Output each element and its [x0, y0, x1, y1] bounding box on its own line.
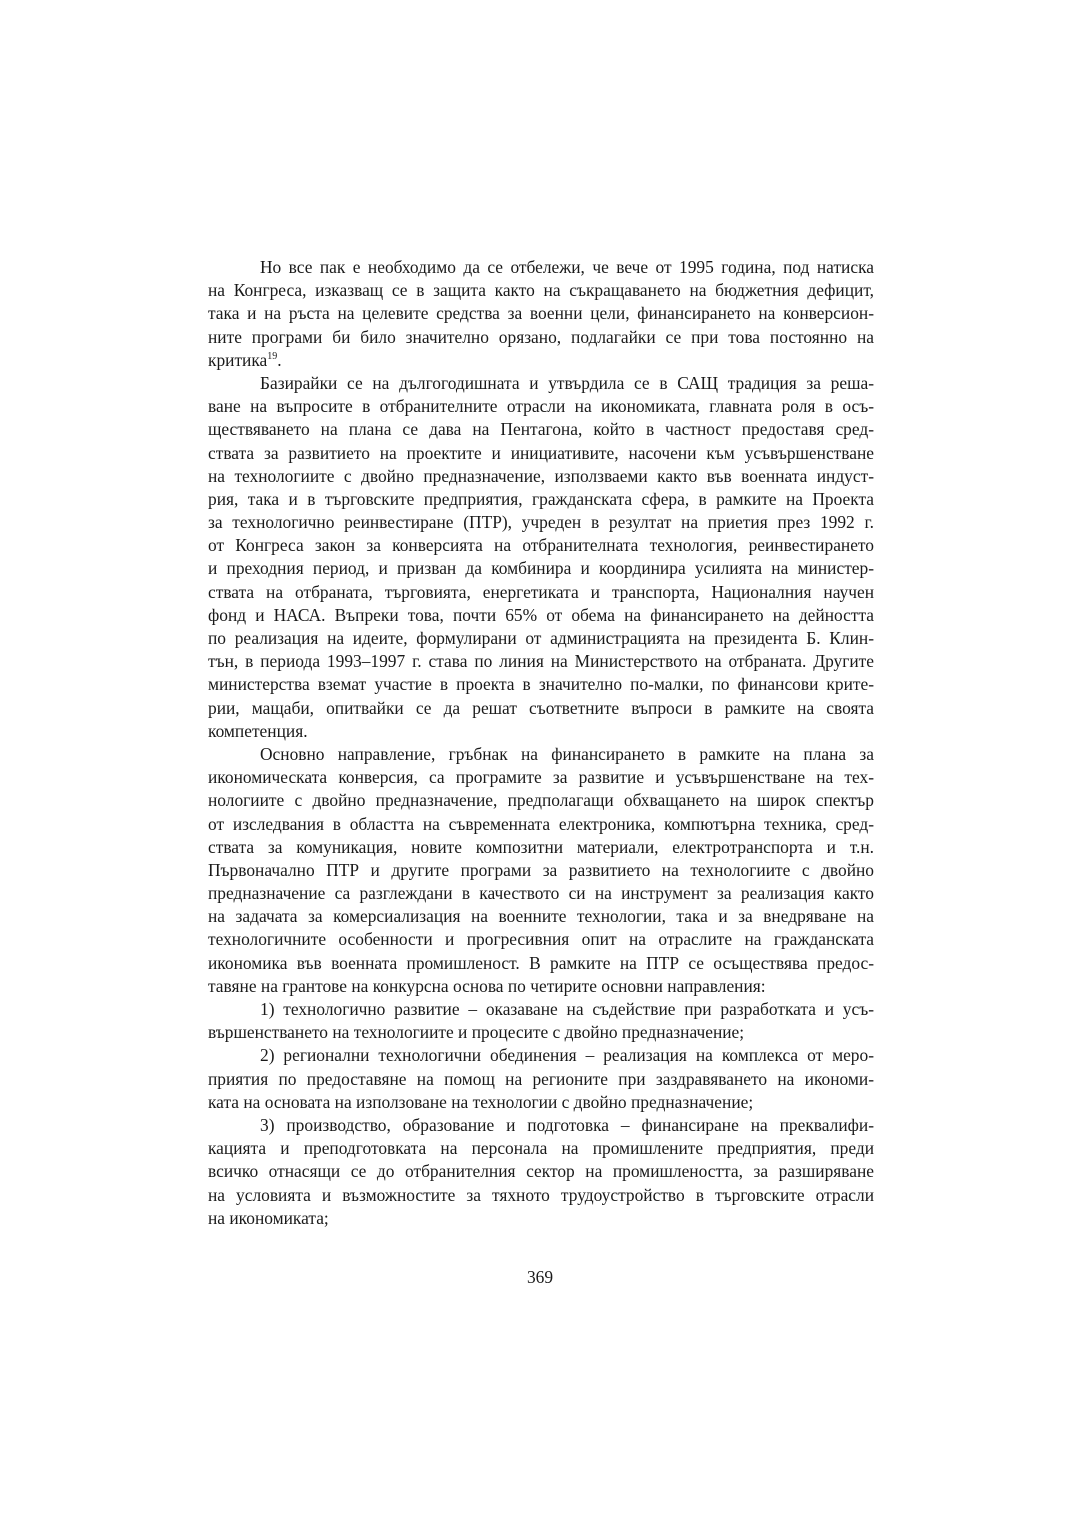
page-number: 369 — [526, 1267, 554, 1287]
list-item — [208, 998, 874, 1044]
text-line: ствата за развитието на проектите и инициативите, насочени към усъвършенстване — [208, 442, 874, 463]
text-line: всичко отнасящи се до отбранителния сектор на промишлеността, за разширяване — [208, 1161, 874, 1182]
text-line: по реализация на идеите, формулирани от администрацията на президента Б. Клин- — [208, 628, 874, 648]
text-line: ществяването на плана се дава на Пентагона, който в частност предоставя сред- — [208, 419, 874, 440]
text-line: кацията и преподготовката на персонала на промишлените предприятия, преди — [208, 1138, 874, 1159]
text-line: Но все пак е необходимо да се отбележи, че вече от 1995 година, под натиска — [260, 257, 874, 277]
text-line: министерства вземат участие в проекта в значително по-малки, по финансови крите- — [208, 674, 874, 695]
paragraph — [208, 743, 874, 998]
punctuation: . — [277, 349, 282, 370]
text-line: вършенстването на технологиите и процесите с двойно предназначение; — [208, 1022, 745, 1043]
text-line: на икономиката; — [208, 1207, 329, 1228]
text-line: на условията и възможностите за тяхното трудоустройство в търговските отрасли — [208, 1184, 874, 1205]
text-line — [208, 349, 874, 372]
text-line: компетенция. — [208, 720, 308, 741]
page-body — [208, 256, 874, 1230]
text-line: Базирайки се на дългогодишната и утвърдила се в САЩ традиция за реша- — [260, 372, 874, 393]
text-line: ните програми би било значително орязано, подлагайки се при това постоянно на — [208, 326, 874, 347]
text-line: тавяне на грантове на конкурсна основа по четирите основни направления: — [208, 975, 766, 996]
text-line: на технологиите с двойно предназначение, използваеми както във военната индуст- — [208, 465, 874, 486]
text-line: нологиите с двойно предназначение, предполагащи обхващането на широк спектър — [208, 790, 874, 811]
text-line: рии, мащаби, опитвайки се да решат съответните въпроси в рамките на своята — [208, 697, 874, 718]
text-line: икономическата конверсия, са програмите за развитие и усъвършенстване на тех- — [208, 767, 874, 788]
text-line: на Конгреса, изказващ се в защита както на съкращаването на бюджетния дефицит, — [208, 280, 874, 301]
text-line: технологичните особенности и прогресивния опит на отраслите на гражданската — [208, 929, 874, 950]
footnote-reference: 19 — [267, 350, 278, 362]
list-item — [208, 1114, 874, 1230]
text-line: икономика във военната промишленост. В рамките на ПТР се осъществява предос- — [208, 952, 874, 973]
text-line: тън, в периода 1993–1997 г. става по линия на Министерството на отбраната. Другите — [208, 651, 874, 672]
text-line: предназначение са разглеждани в качеството си на инструмент за реализация както — [208, 883, 874, 904]
text-line: ствата на отбраната, търговията, енергетиката и транспорта, Националния научен — [208, 581, 874, 602]
list-item — [208, 1044, 874, 1114]
text-line: фонд и НАСА. Въпреки това, почти 65% от обема на финансирането на дейността — [208, 604, 874, 625]
text-line: 2) регионални технологични обединения – реализация на комплекса от меро- — [260, 1045, 874, 1066]
text-fragment: критика — [208, 349, 268, 370]
text-line: приятия по предоставяне на помощ на регионите при заздравяването на икономи- — [208, 1068, 874, 1089]
text-line: на задачата за комерсиализация на военните технологии, така и за внедряване на — [208, 906, 874, 927]
text-line: ствата за комуникация, новите композитни материали, електротранспорта и т.н. — [208, 836, 874, 857]
text-line: от Конгреса закон за конверсията на отбранителната технология, реинвестирането — [208, 535, 874, 556]
paragraph — [208, 256, 874, 372]
text-line: от изследвания в областта на съвременната електроника, компютърна техника, сред- — [208, 813, 874, 834]
text-line: 3) производство, образование и подготовка – финансиране на преквалифи- — [260, 1114, 874, 1135]
text-line: ката на основата на използоване на технологии с двойно предназначение; — [208, 1091, 754, 1112]
text-line: 1) технологично развитие – оказаване на съдействие при разработката и усъ- — [260, 999, 874, 1019]
text-line: Първоначално ПТР и другите програми за развитието на технологиите с двойно — [208, 859, 874, 880]
text-line: за технологично реинвестиране (ПТР), учреден в резултат на приетия през 1992 г. — [208, 512, 874, 533]
text-line: така и на ръста на целевите средства за военни цели, финансирането на конверсион- — [208, 303, 874, 324]
text-line: и преходния период, и призван да комбинира и координира усилията на министер- — [208, 558, 874, 579]
paragraph — [208, 372, 874, 743]
text-line: ване на въпросите в отбранителните отрасли на икономиката, главната роля в осъ- — [208, 396, 874, 417]
text-line: рия, така и в търговските предприятия, гражданската сфера, в рамките на Проекта — [208, 488, 874, 509]
text-line: Основно направление, гръбнак на финансирането в рамките на плана за — [260, 743, 874, 764]
